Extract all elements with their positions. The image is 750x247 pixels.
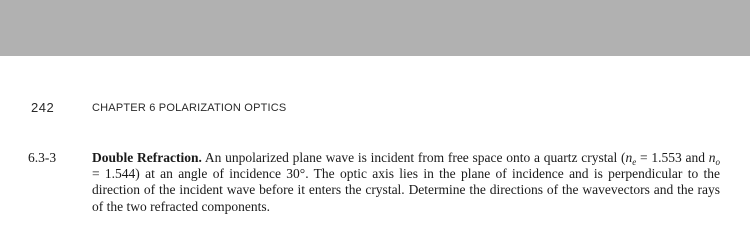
top-gray-band: [0, 0, 750, 56]
page-number: 242: [31, 100, 55, 115]
no-subscript: [716, 157, 721, 167]
problem-title: Double Refraction.: [92, 150, 202, 165]
problem-text-intro: An unpolarized plane wave is incident from free space onto a quartz crystal (: [201, 150, 626, 165]
chapter-title: CHAPTER 6 POLARIZATION OPTICS: [92, 102, 287, 114]
ne-value: = 1.553 and: [636, 150, 709, 165]
no-value-and-rest: = 1.544) at an angle of incidence 30°. The optic axis lies in the plane of incidence and is perpendicular to the direction of the incident wave before it enters the crystal. Determine the directions of the wavevectors and the rays of the two refracted components.: [92, 166, 720, 214]
no-symbol: n: [708, 150, 716, 165]
no-subscript-letter: o: [715, 157, 721, 167]
problem-text: [92, 150, 720, 215]
problem-number: 6.3-3: [28, 150, 57, 165]
ne-subscript: [632, 157, 636, 167]
ne-subscript-letter: e: [632, 157, 637, 167]
ne-symbol: n: [625, 150, 633, 165]
